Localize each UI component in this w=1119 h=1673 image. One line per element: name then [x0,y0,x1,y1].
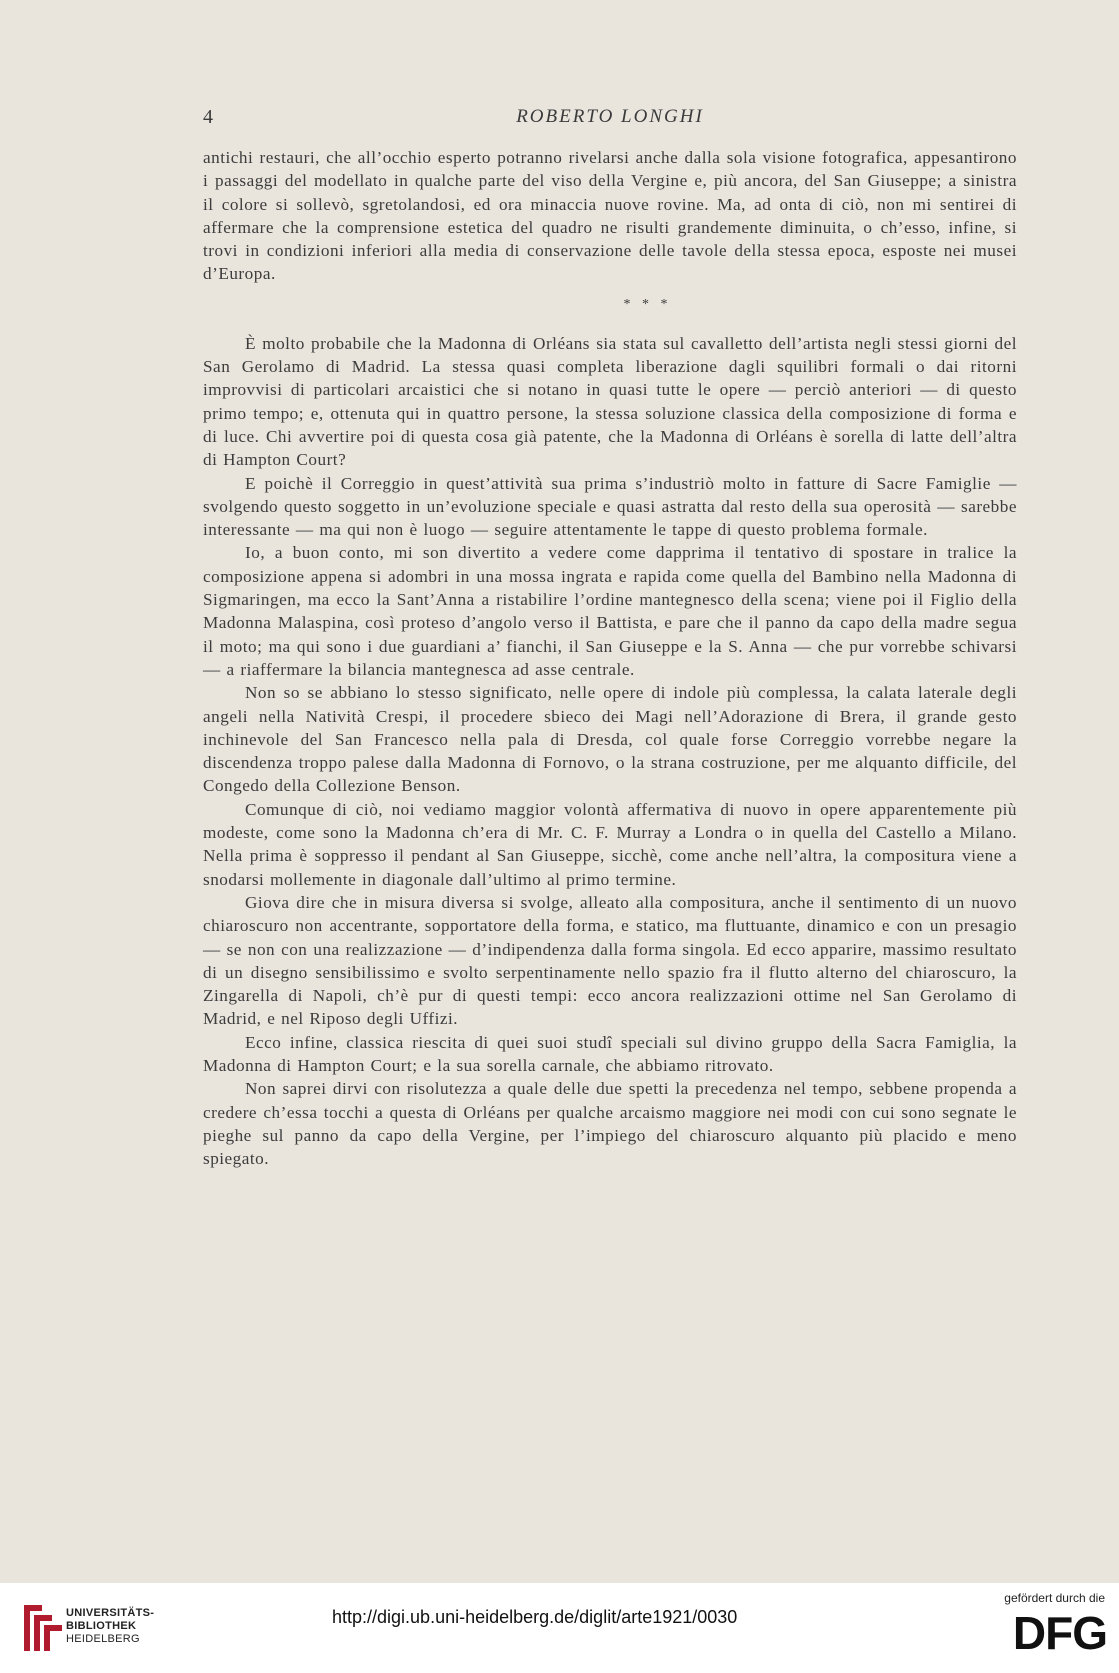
paragraph: Non saprei dirvi con risolutezza a quale delle due spetti la precedenza nel tempo, sebbene propenda a credere ch’essa tocchi a questa di Orléans per qualche arcaismo maggiore nei modi con cui sono segnate le pieghe sul panno da capo della Vergine, per l’impiego del chiaroscuro alquanto più placido e meno spiegato. [203,1079,1017,1169]
paragraph: E poichè il Correggio in quest’attività sua prima s’industriò molto in fatture di Sacre Famiglie — svolgendo questo soggetto in un’evoluzione speciale e quasi astratta dal resto della sua operosità — sarebbe interessante — ma qui non è luogo — seguire attentamente le tappe di questo problema formale. [203,473,1017,540]
article-body [203,146,1017,1170]
permalink-url[interactable]: http://digi.ub.uni-heidelberg.de/diglit/arte1921/0030 [332,1607,738,1627]
paragraph: È molto probabile che la Madonna di Orléans sia stata sul cavalletto dell’artista negli stessi giorni del San Gerolamo di Madrid. La stessa quasi completa liberazione dagli squilibri formali o dai ritorni improvvisi di particolari arcaistici che si notano in quasi tutte le opere — perciò anteriori — di questo primo tempo; e, ottenuta qui in quattro persone, la stessa soluzione classica della composizione di forma e di luce. Chi avvertire poi di questa cosa già patente, che la Madonna di Orléans è sorella di latte dell’altra di Hampton Court? [203,333,1017,470]
paragraph: Comunque di ciò, noi vediamo maggior volontà affermativa di nuovo in opere apparentemente più modeste, come sono la Madonna ch’era di Mr. C. F. Murray a Londra o in quella del Castello a Milano. Nella prima è soppresso il pendant al San Giuseppe, sicchè, come anche nell’altra, la compositura viene a snodarsi mollemente in diagonale dall’ultimo al primo termine. [203,799,1017,889]
page-number: 4 [203,106,213,128]
section-break: * * * [623,296,672,312]
page-header [203,106,1017,134]
library-name: UNIVERSITÄTS- BIBLIOTHEK HEIDELBERG [66,1607,155,1645]
running-title: ROBERTO LONGHI [516,106,704,127]
paragraph: Io, a buon conto, mi son divertito a vedere come dapprima il tentativo di spostare in tralice la composizione appena si adombri in una mossa ingrata e rapida come quella del Bambino nella Madonna di Sigmaringen, ma ecco la Sant’Anna a ristabilire l’ordine mantegnesco della scena; viene poi il Figlio della Madonna Malaspina, così proteso d’angolo verso il Battista, e pare che il panno da capo della madre segua il moto; ma qui sono i due guardiani a’ fianchi, il San Giuseppe e la S. Anna — che pur vorrebbe schivarsi — a riaffermare la bilancia mantegnesca ad asse centrale. [203,543,1017,679]
digitization-footer [0,1583,1119,1673]
paragraph: Non so se abbiano lo stesso significato, nelle opere di indole più complessa, la calata laterale degli angeli nella Natività Crespi, il procedere sbieco dei Magi nell’Adorazione di Brera, il grande gesto inchinevole del San Francesco nella pala di Dresda, col quale forse Correggio vorrebbe negare la discendenza troppo palese dalla Madonna di Fornovo, o la strana costruzione, per me alquanto difficile, del Congedo della Collezione Benson. [203,683,1017,796]
paragraph: Giova dire che in misura diversa si svolge, alleato alla compositura, anche il sentimento di un nuovo chiaroscuro non accentrante, sopportatore della forma, e statico, ma fluttuante, dinamico e con un presagio — se non con una realizzazione — d’indipendenza dalla forma singola. Ed ecco apparire, massimo resultato di un disegno sensibilissimo e svolto serpentinamente nello spazio fra il flutto alterno del chiaroscuro, la Zingarella di Napoli, ch’è pur di questi tempi: ecco ancora realizzazioni ottime nel San Gerolamo di Madrid, e nel Riposo degli Uffizi. [203,892,1017,1029]
paragraph-continuation: antichi restauri, che all’occhio esperto potranno rivelarsi anche dalla sola visione fotografica, appesantirono i passaggi del modellato in qualche parte del viso della Vergine e, più ancora, del San Giuseppe; a sinistra il colore si sollevò, sgretolandosi, ed ora minaccia nuove rovine. Ma, ad onta di ciò, non mi sentirei di affermare che la comprensione estetica del quadro ne risulti grandemente diminuita, o ch’esso, infine, si trovi in condizioni inferiori alla media di conservazione delle tavole della stessa epoca, esposte nei musei d’Europa. [203,148,1017,284]
university-library-logo-icon [18,1601,68,1655]
paragraph: Ecco infine, classica riescita di quei suoi studî speciali sul divino gruppo della Sacra Famiglia, la Madonna di Hampton Court; e la sua sorella carnale, che abbiamo ritrovato. [203,1032,1017,1075]
funded-by-label: gefördert durch die [1004,1591,1105,1605]
dfg-logo: DFG [1012,1607,1107,1659]
